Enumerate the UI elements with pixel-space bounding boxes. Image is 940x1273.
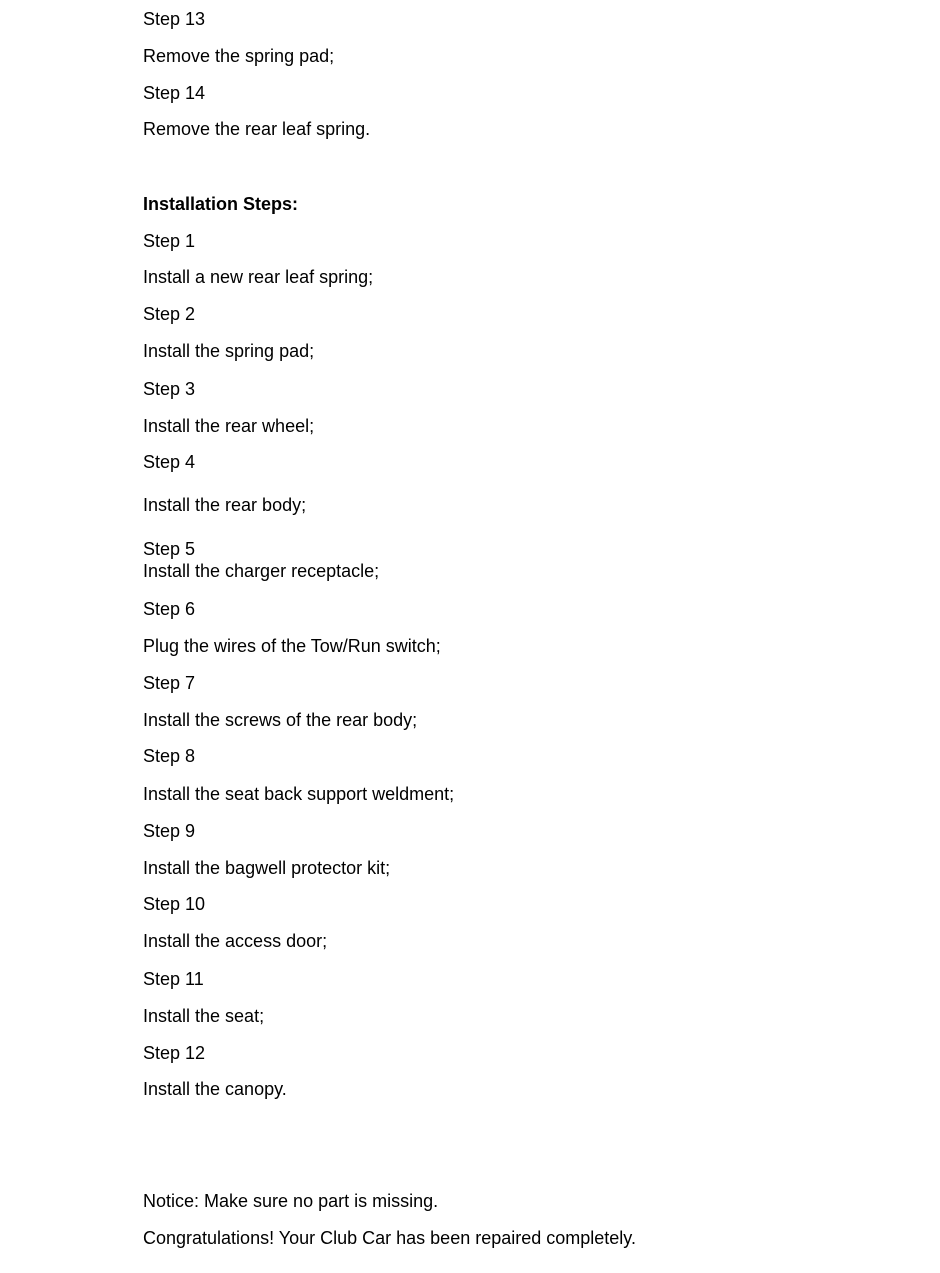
step-label-11: Step 11 — [143, 969, 204, 989]
step-text-14-removal: Remove the rear leaf spring. — [143, 119, 371, 139]
step-text-13-removal: Remove the spring pad; — [143, 46, 335, 66]
step-label-4: Step 4 — [143, 452, 196, 472]
step-text-11: Install the seat; — [143, 1006, 265, 1026]
step-label-14-removal: Step 14 — [143, 83, 206, 103]
step-text-4: Install the rear body; — [143, 495, 307, 515]
step-label-12: Step 12 — [143, 1043, 206, 1063]
step-text-2: Install the spring pad; — [143, 341, 315, 361]
step-label-7: Step 7 — [143, 673, 196, 693]
step-text-6: Plug the wires of the Tow/Run switch; — [143, 636, 441, 656]
step-label-10: Step 10 — [143, 894, 206, 914]
installation-heading: Installation Steps: — [143, 194, 299, 214]
step-text-9: Install the bagwell protector kit; — [143, 858, 391, 878]
step-text-5: Install the charger receptacle; — [143, 561, 380, 581]
step-label-6: Step 6 — [143, 599, 196, 619]
step-label-2: Step 2 — [143, 304, 196, 324]
step-label-8: Step 8 — [143, 746, 196, 766]
step-label-13-removal: Step 13 — [143, 9, 206, 29]
step-text-10: Install the access door; — [143, 931, 328, 951]
step-label-1: Step 1 — [143, 231, 196, 251]
notice-text: Notice: Make sure no part is missing. — [143, 1191, 439, 1211]
step-text-1: Install a new rear leaf spring; — [143, 267, 374, 287]
step-label-9: Step 9 — [143, 821, 196, 841]
step-text-8: Install the seat back support weldment; — [143, 784, 455, 804]
closing-text: Congratulations! Your Club Car has been repaired completely. — [143, 1228, 636, 1248]
step-label-5: Step 5 — [143, 539, 196, 559]
step-text-12: Install the canopy. — [143, 1079, 287, 1099]
step-text-7: Install the screws of the rear body; — [143, 710, 418, 730]
step-label-3: Step 3 — [143, 379, 196, 399]
step-text-3: Install the rear wheel; — [143, 416, 315, 436]
